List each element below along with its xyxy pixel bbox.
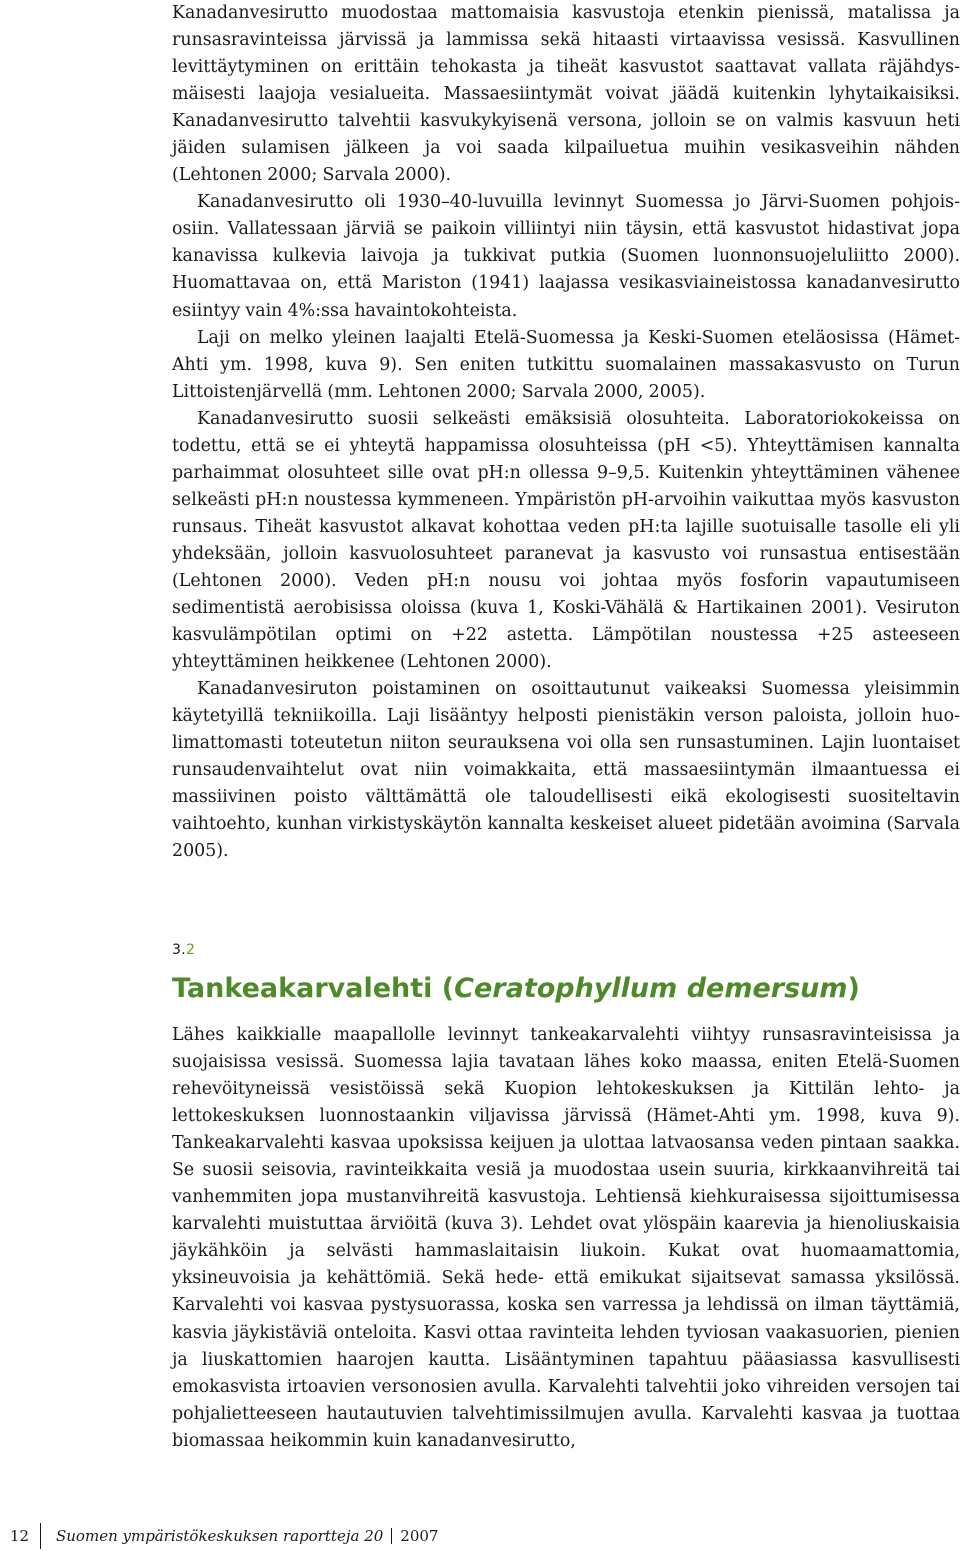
section-title — [172, 972, 960, 1006]
page-number: 12 — [10, 1527, 30, 1545]
section-number-main: 3. — [172, 942, 186, 958]
section-title-prefix: Tankeakarvalehti ( — [172, 973, 455, 1004]
section-paragraph: Lähes kaikkialle maapallolle levinnyt tankeakarvalehti viihtyy runsasravinteisissa ja suojaisissa vesissä. Suomessa lajia tavataan lähes koko maassa, eniten Etelä-Suomen rehevöityneissä vesistöissä sekä Kuopion lehtokeskuksen ja Kittilän lehto- ja lettokeskuksen luonnostaankin viljavissa järvissä (Hämet-Ahti ym. 1998, kuva 9). Tankeakarvalehti kasvaa upoksissa keijuen ja ulottaa latvaosansa veden pintaan saakka. Se suosii seisovia, ravinteikkaita vesiä ja muodostaa usein suuria, kirkkaanvihreitä tai vanhemmiten jopa mustanvihreitä kasvustoja. Lehtiensä kiehkuraisessa sijoittumisessa karvalehti muistuttaa ärviöitä (kuva 3). Lehdet ovat ylöspäin kaarevia ja hienoliuskaisia jäykähköin ja selvästi hammaslaitaisin liukoin. Kukat ovat huomaamattomia, yksineuvoisia ja kehättömiä. Sekä hede- että emikukat sijaitsevat samassa yksilössä. Karvalehti voi kasvaa pystysuorassa, koska sen varressa ja lehdissä on ilman täyttämiä, kasvia jäykistäviä onteloita. Kasvi ottaa ravinteita lehden tyviosan vaakasuorien, pienien ja liuskattomien haarojen kautta. Lisääntyminen tapahtuu pääasiassa kasvullisesti emokasvista irtoavien versonosien avulla. Karvalehti talvehtii joko vihreiden versojen tai pohjalietteeseen hautautuvien talvehtimissilmujen avulla. Karvalehti kasvaa ja tuottaa biomassaa heikommin kuin kanadanvesirutto, — [172, 1025, 960, 1451]
series-separator — [391, 1528, 392, 1544]
section-body — [172, 1022, 960, 1455]
paragraph-3: Laji on melko yleinen laajalti Etelä-Suomessa ja Keski-Suomen eteläosissa (Hämet-Ahti ym. 1998, kuva 9). Sen eniten tutkittu suomalainen massakasvusto on Turun Littoistenjärvellä (mm. Lehtonen 2000; Sarvala 2000, 2005). — [172, 327, 960, 402]
paragraph-4: Kanadanvesirutto suosii selkeästi emäksisiä olosuhteita. Laboratoriokokeissa on todettu, että se ei yhteytä happamissa olosuhteissa (pH <5). Yhteyttämisen kannalta parhaimmat olosuhteet sille ovat pH:n ollessa 9–9,5. Kuitenkin yhteyttäminen vähenee selkeästi pH:n noustessa kymmeneen. Ympäristön pH-arvoihin vaikuttaa myös kasvuston runsaus. Tiheät kasvustot alkavat kohottaa veden pH:ta lajille suotuisalle tasolle eli yli yhdeksään, jolloin kasvuolosuhteet paranevat ja kasvusto voi runsastua entisestään (Lehtonen 2000). Veden pH:n nousu voi johtaa myös fosforin vapautumiseen sedimentistä aerobisissa oloissa (kuva 1, Koski-Vähälä & Hartikainen 2001). Vesiruton kasvulämpötilan optimi on +22 astetta. Lämpötilan noustessa +25 asteeseen yhteyttäminen heikkenee (Lehtonen 2000). — [172, 408, 960, 673]
paragraph-1: Kanadanvesirutto muodostaa mattomaisia kasvustoja etenkin pienissä, matalissa ja runsasravinteissa järvissä ja lammissa sekä hitaasti virtaavissa vesissä. Kasvullinen levittäytyminen on erittäin tehokasta ja tiheät kasvustot saattavat vallata räjähdysmäisesti laajoja vesialueita. Massaesiintymät voivat jäädä kuitenkin lyhytaikaisiksi. Kanadanvesirutto talvehtii kasvukykyisenä versona, jolloin se on valmis kasvuun heti jäiden sulamisen jälkeen ja voi saada kilpailuetua muihin vesikasveihin nähden (Lehtonen 2000; Sarvala 2000). — [172, 3, 960, 186]
series-title: Suomen ympäristökeskuksen raportteja — [56, 1527, 360, 1545]
section-title-suffix: ) — [847, 973, 860, 1004]
paragraph-2: Kanadanvesirutto oli 1930–40-luvuilla levinnyt Suomessa jo Järvi-Suomen pohjoisosiin. Vallatessaan järviä se paikoin villiintyi niin täysin, että kasvustot hidastivat jopa kanavissa kulkevia laivoja ja tukkivat putkia (Suomen luonnonsuojeluliitto 2000). Huomattavaa on, että Mariston (1941) laajassa vesikasviaineistossa kanadanvesirutto esiintyy vain 4%:ssa havaintokohteista. — [172, 192, 960, 321]
section-number-sub: 2 — [185, 942, 196, 958]
page-footer — [0, 1523, 960, 1551]
section-number — [172, 942, 960, 958]
main-text-column — [172, 0, 960, 866]
footer-series — [56, 1527, 438, 1545]
footer-divider — [40, 1523, 41, 1549]
paragraph-5: Kanadanvesiruton poistaminen on osoittautunut vaikeaksi Suomessa yleisimmin käytetyillä tekniikoilla. Laji lisääntyy helposti pienistäkin verson paloista, jolloin huolimattomasti toteutetun niiton seurauksena voi olla sen runsastuminen. Lajin luontaiset runsaudenvaihtelut ovat niin voimakkaita, että massaesiintymän ilmaantuessa ei massiivinen poisto välttämättä ole taloudellisesti eikä ekologisesti suositeltavin vaihtoehto, kunhan virkistyskäytön kannalta keskeiset alueet pidetään avoimina (Sarvala 2005). — [172, 679, 960, 862]
section-heading — [172, 942, 960, 1006]
series-issue: 20 — [364, 1527, 384, 1545]
series-year: 2007 — [400, 1527, 439, 1545]
section-title-latin: Ceratophyllum demersum — [454, 973, 848, 1004]
